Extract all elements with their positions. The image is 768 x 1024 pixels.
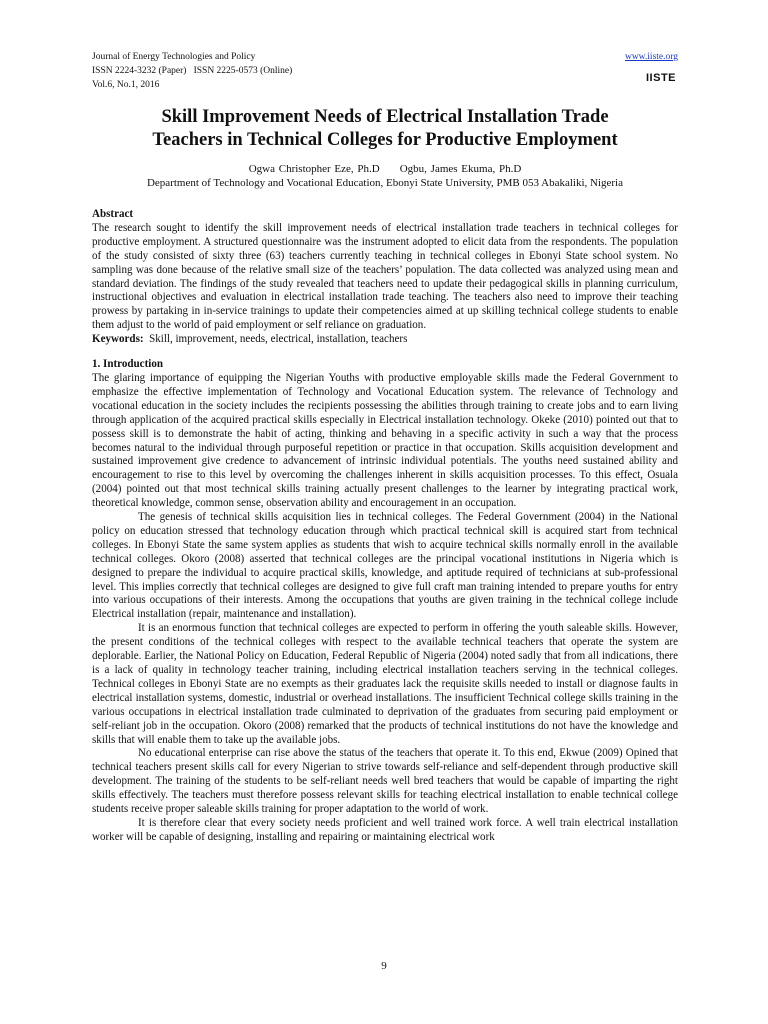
author-2: Ogbu, James Ekuma, Ph.D xyxy=(399,163,522,175)
keywords-list: Skill, improvement, needs, electrical, installation, teachers xyxy=(149,333,408,346)
journal-issn: ISSN 2224-3232 (Paper) ISSN 2225-0573 (Online) xyxy=(92,66,293,76)
journal-info xyxy=(92,50,292,92)
author-1: Ogwa Christopher Eze, Ph.D xyxy=(248,163,380,175)
iiste-logo-text: IISTE xyxy=(646,72,677,84)
paper-body xyxy=(92,208,678,845)
intro-paragraph-2: The genesis of technical skills acquisition lies in technical colleges. The Federal Government (2004) in the National policy on education stressed that technology education through which practical technical skill is acquired start from technical colleges. In Ebonyi State the same system applies as students that wish to acquire technical skills normally enroll in the available technical colleges. Okoro (2008) asserted that technical colleges are the principal vocational institutions in Nigeria which is designed to prepare the individual to acquire practical skills, knowledge, and aptitude required of technicians at sub-professional level. This implies correctly that technical colleges are designed to give full craft man training intended to prepare youths for entry into various occupations of their interests. Among the occupations that youths are given training in the technical college include Electrical installation (repair, maintenance and installation). xyxy=(92,511,678,621)
paper-title xyxy=(92,106,678,152)
intro-paragraph-5: It is therefore clear that every society needs proficient and well trained work force. A well train electrical installation worker will be capable of designing, installing and repairing or maintaining electrical work xyxy=(92,816,678,843)
section-gap xyxy=(92,347,678,358)
abstract-text: The research sought to identify the skill improvement needs of electrical installation trade teachers in technical colleges for productive employment. A structured questionnaire was the instrument adopted to elicit data from the respondents. The population of the study consisted of sixty three (63) teachers currently teaching in technical colleges in Ebonyi State school system. No sampling was done because of the relative small size of the teachers’ population. The data collected was analyzed using mean and standard deviation. The findings of the study revealed that teachers need to update their pedagogical skills in planning curriculum, instructional objectives and evaluation in electrical installation trade teaching. The teachers also need to improve their teaching prowess by partaking in in-service trainings to update their competencies aimed at up skilling technical college students to enable them adjust to the world of paid employment or self reliance on graduation. xyxy=(92,221,678,332)
abstract-heading: Abstract xyxy=(92,208,134,220)
iiste-logo xyxy=(646,68,677,88)
keywords-line xyxy=(92,333,678,347)
keywords-label: Keywords: xyxy=(92,333,144,346)
title-line-1: Skill Improvement Needs of Electrical Installation Trade xyxy=(161,107,609,127)
page-number: 9 xyxy=(381,960,387,972)
intro-heading: 1. Introduction xyxy=(92,358,164,371)
title-line-2: Teachers in Technical Colleges for Productive Employment xyxy=(152,130,618,150)
journal-header xyxy=(92,50,678,96)
intro-paragraph-1: The glaring importance of equipping the Nigerian Youths with productive employable skills made the Federal Government to emphasize the effective implementation of Technology and Vocational Education system. The relevance of Technology and vocational education in the society includes the recipients possessing the abilities through training to create jobs and to earn living through application of the acquired practical skills especially in Electrical installation technology. Okeke (2010) pointed out that to possess skill is to demonstrate the habit of acting, thinking and behaving in a specific activity in such a way that the process becomes natural to the individual through purposeful repetition or practice in that occupation. Skills acquisition development and sustained improvement give credence to advancement of intrinsic individual potentials. The youths need sustained ability and encouragement to rise to this level by overcoming the challenges inherent in skills acquisition processes. To this effect, Osuala (2004) pointed out that most technical skills training actually present challenges to the learner by integrating practical work, theoretical knowledge, common sense, observation ability and encouragement in an occupation. xyxy=(92,371,678,510)
intro-paragraph-4: No educational enterprise can rise above the status of the teachers that operate it. To this end, Ekwue (2009) Opined that technical teachers present skills call for every Nigerian to strive towards self-reliance and self-dependent through productive skill development. The training of the students to be self-reliant needs well bred teachers that would be capable of imparting the right skills effectively. The teachers must therefore possess relevant skills for teaching electrical installation to enable technical college students receive proper saleable skills training for proper adaptation to the world of work. xyxy=(92,747,678,816)
journal-volume: Vol.6, No.1, 2016 xyxy=(92,80,160,90)
intro-paragraph-3: It is an enormous function that technical colleges are expected to perform in offering the youth saleable skills. However, the present conditions of the technical colleges with respect to the available technical teachers that operate the system are deplorable. Earlier, the National Policy on Education, Federal Republic of Nigeria (2004) noted sadly that from all indications, there is a lack of quality in technology teacher training, including electrical installation teachers serving in the technical colleges. Technical colleges in Ebonyi State are no exempts as their graduates lack the requisite skills needed to install or diagnose faults in electrical installation systems, domestic, industrial or overhead installations. The insufficient Technical college skills training in the various occupations in electrical installation trade culminated to deprivation of the graduates from securing paid employment or self-reliant job in the occupation. Okoro (2008) remarked that the products of technical institutions do not have the knowledge and skills that will enable them to take up the available jobs. xyxy=(92,622,678,746)
journal-name: Journal of Energy Technologies and Policy xyxy=(92,52,256,62)
affiliation: Department of Technology and Vocational Education, Ebonyi State University, PMB 053 Abakaliki, Nigeria xyxy=(146,177,623,189)
journal-right xyxy=(625,50,678,64)
authors xyxy=(92,162,678,176)
journal-url-link[interactable]: www.iiste.org xyxy=(624,52,678,62)
